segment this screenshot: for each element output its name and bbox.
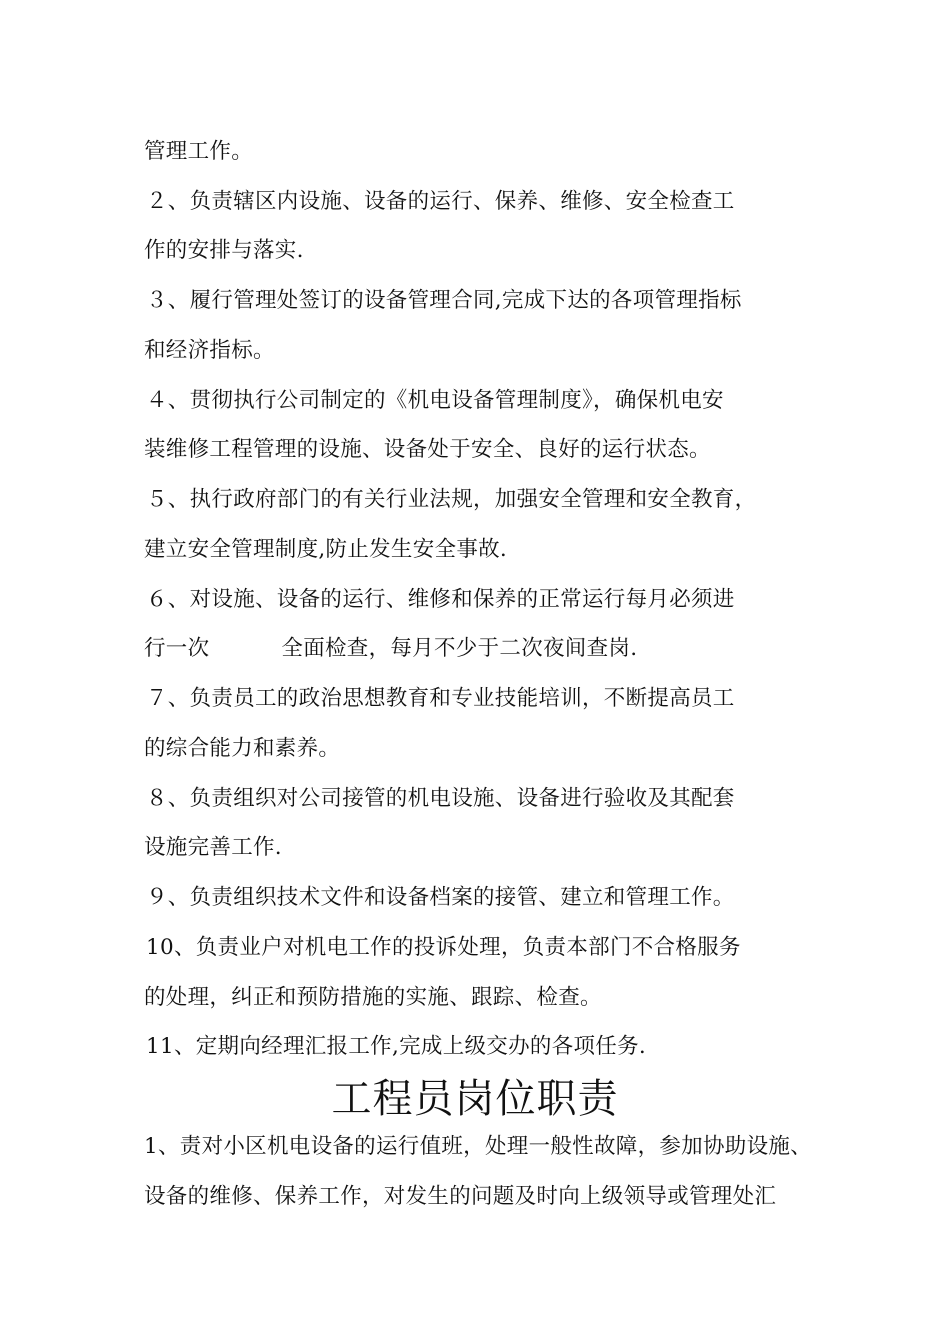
text-line: 建立安全管理制度,防止发生安全事故. [144, 537, 508, 562]
text-line: ８、负责组织对公司接管的机电设施、设备进行验收及其配套 [146, 786, 735, 811]
text-segment: 行一次 [144, 636, 210, 661]
text-line: ６、对设施、设备的运行、维修和保养的正常运行每月必须进 [146, 587, 735, 612]
text-line [144, 634, 637, 664]
text-line: ２、负责辖区内设施、设备的运行、保养、维修、安全检查工 [146, 189, 735, 214]
text-line: 的综合能力和素养。 [144, 736, 341, 761]
text-line: ５、执行政府部门的有关行业法规，加强安全管理和安全教育， [146, 487, 757, 512]
text-line: ９、负责组织技术文件和设备档案的接管、建立和管理工作。 [146, 885, 735, 910]
text-line: 1、责对小区机电设备的运行值班，处理一般性故障，参加协助设施、 [144, 1134, 812, 1159]
text-line: 10、负责业户对机电工作的投诉处理，负责本部门不合格服务 [146, 935, 741, 960]
text-line: 作的安排与落实. [144, 238, 304, 263]
text-line: 和经济指标。 [144, 338, 275, 363]
text-line: ４、贯彻执行公司制定的《机电设备管理制度》，确保机电安 [146, 388, 724, 413]
text-segment: 全面检查，每月不少于二次夜间查岗. [281, 636, 638, 661]
section-heading: 工程员岗位职责 [331, 1076, 619, 1122]
text-line: 管理工作。 [144, 139, 254, 164]
text-line: ７、负责员工的政治思想教育和专业技能培训，不断提高员工 [146, 686, 735, 711]
text-line: 的处理，纠正和预防措施的实施、跟踪、检查。 [144, 985, 602, 1010]
text-line: 设备的维修、保养工作，对发生的问题及时向上级领导或管理处汇 [144, 1184, 777, 1209]
text-line: 11、定期向经理汇报工作,完成上级交办的各项任务. [146, 1034, 647, 1059]
text-line: ３、履行管理处签订的设备管理合同,完成下达的各项管理指标 [146, 288, 742, 313]
text-line: 装维修工程管理的设施、设备处于安全、良好的运行状态。 [144, 437, 711, 462]
text-line: 设施完善工作. [144, 835, 282, 860]
